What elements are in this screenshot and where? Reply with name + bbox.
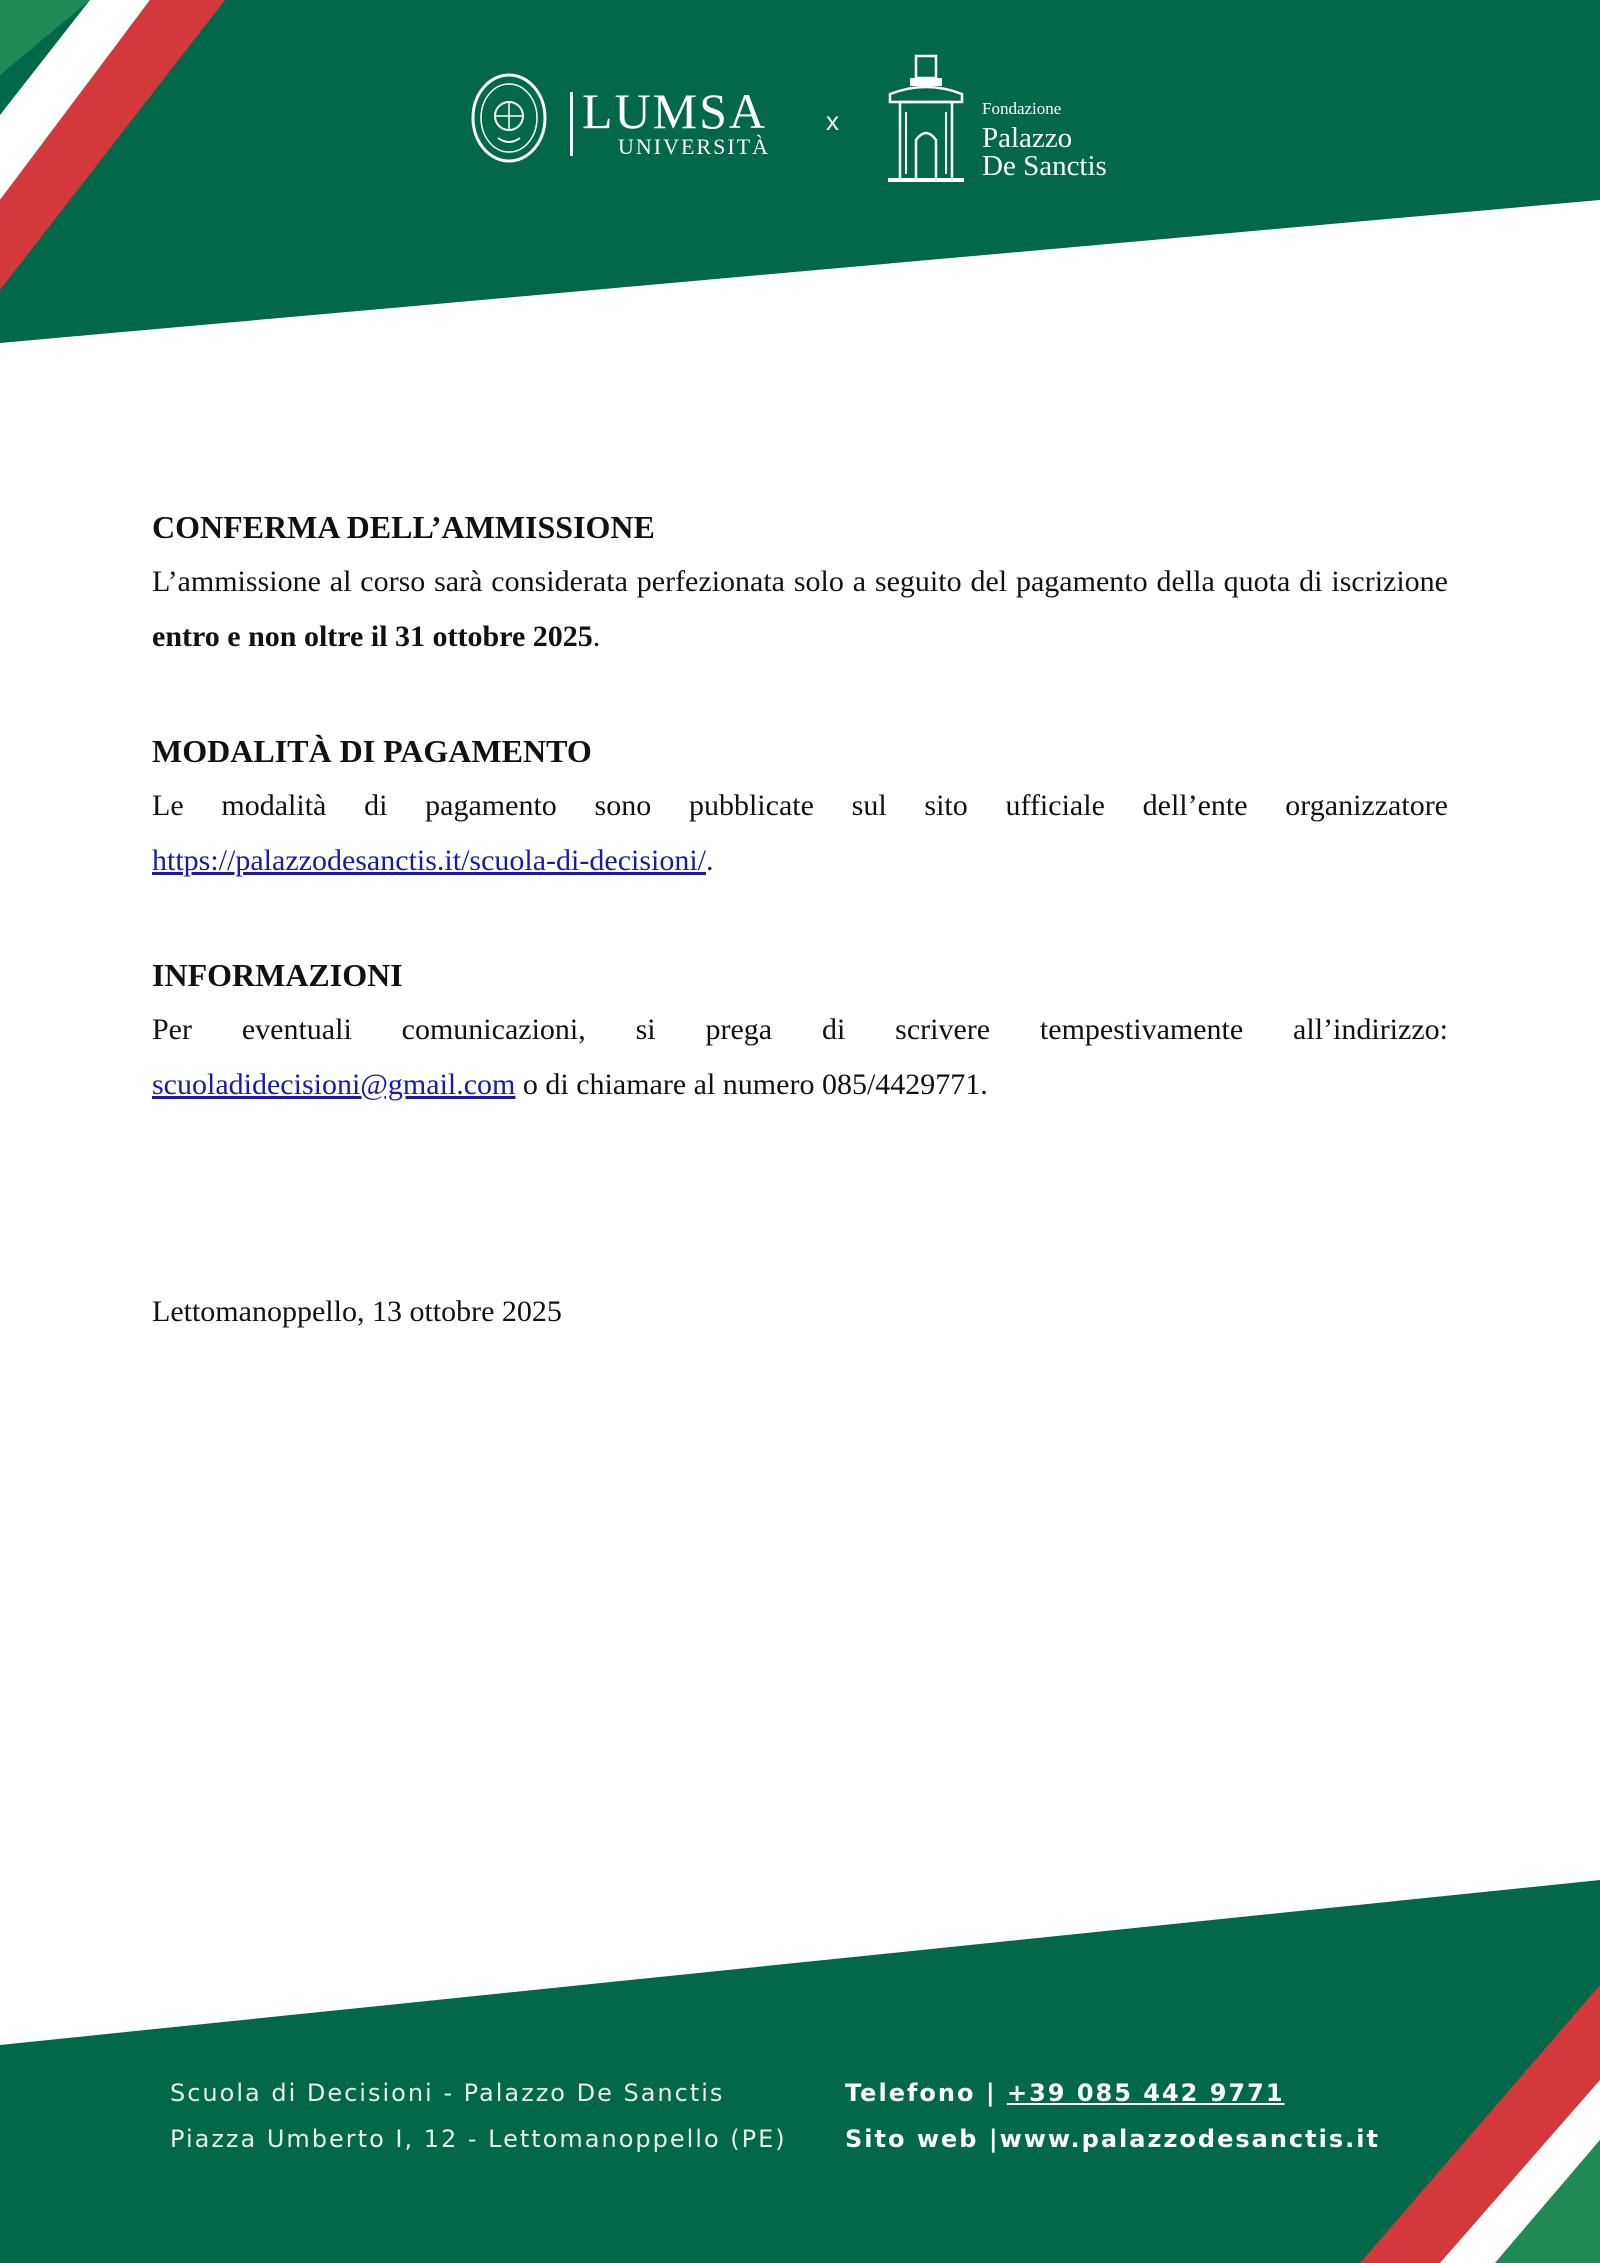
section-title-informazioni: INFORMAZIONI [152,957,403,993]
conferma-deadline: entro e non oltre il 31 ottobre 2025 [152,620,593,653]
footer-address-block [170,2070,787,2162]
lumsa-logo-text: LUMSA [582,83,768,139]
lumsa-logo-subtitle: UNIVERSITÀ [618,134,770,159]
footer-phone-value[interactable]: +39 085 442 9771 [1006,2079,1285,2107]
footer-address: Piazza Umberto I, 12 - Lettomanoppello (PE) [170,2125,787,2153]
footer-phone-label: Telefono | [845,2079,1007,2107]
footer-phone [845,2070,1380,2116]
section-text-pagamento [152,778,1448,888]
header-logos [470,52,1130,192]
pagamento-text: Le modalità di pagamento sono pubblicate sul sito ufficiale dell’ente organizzatore [152,789,1448,822]
footer-web-label: Sito web | [845,2125,1000,2153]
pds-logo-line1: Palazzo [982,122,1073,154]
section-title-conferma: CONFERMA DELL’AMMISSIONE [152,509,655,545]
informazioni-text: Per eventuali comunicazioni, si prega di scrivere tempestivamente all’indirizzo: [152,1013,1448,1046]
logo-separator: x [826,106,839,136]
email-link[interactable]: scuoladidecisioni@gmail.com [152,1068,516,1101]
section-title-pagamento: MODALITÀ DI PAGAMENTO [152,733,592,769]
section-text-informazioni [152,1002,1448,1112]
footer-web-value[interactable]: www.palazzodesanctis.it [999,2125,1380,2153]
informazioni-end: o di chiamare al numero 085/4429771. [515,1068,988,1101]
conferma-text: L’ammissione al corso sarà considerata perfezionata solo a seguito del pagamento della quota di iscrizione [152,565,1448,598]
footer-school-name: Scuola di Decisioni - Palazzo De Sanctis [170,2079,725,2107]
pagamento-end: . [706,844,714,877]
document-body [152,500,1448,1112]
pds-logo-name [982,124,1132,180]
conferma-end: . [592,620,601,653]
footer-contact-block [845,2070,1380,2162]
section-text-conferma [152,554,1448,664]
lumsa-divider [570,92,573,156]
place-date: Lettomanoppello, 13 ottobre 2025 [152,1295,562,1328]
palazzo-building-icon [886,54,966,184]
pds-logo-small: Fondazione [982,99,1062,118]
pds-logo-line2: De Sanctis [982,150,1107,182]
footer-website [845,2116,1380,2162]
lumsa-seal-icon [470,72,548,164]
payment-link[interactable]: https://palazzodesanctis.it/scuola-di-decisioni/ [152,844,707,877]
